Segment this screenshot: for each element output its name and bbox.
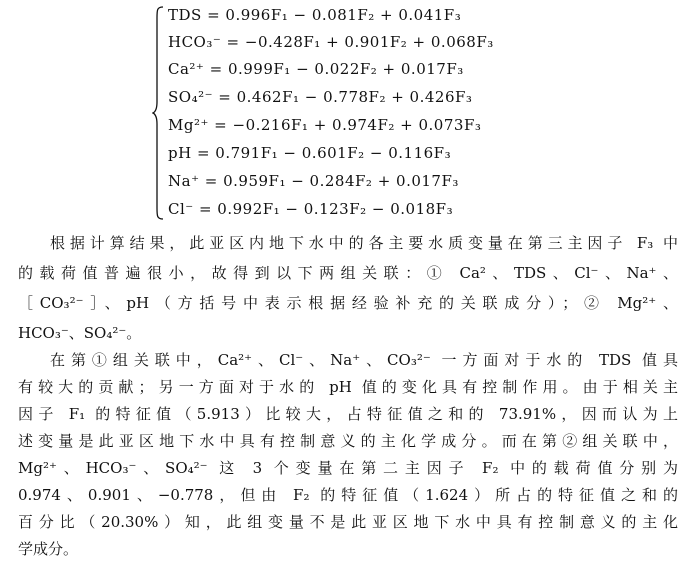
text-line: Mg²⁺、HCO₃⁻、SO₄²⁻ 这 3 个变量在第二主因子 F₂ 中的载荷值分别为 bbox=[18, 459, 678, 477]
equation-line: Ca²⁺ = 0.999F₁ − 0.022F₂ + 0.017F₃ bbox=[168, 60, 464, 78]
text-line: 根据计算结果，此亚区内地下水中的各主要水质变量在第三主因子 F₃ 中 bbox=[50, 234, 678, 252]
text-line: 0.974、0.901、−0.778，但由 F₂ 的特征值（1.624）所占的特征值之和的 bbox=[18, 486, 678, 504]
equation-system bbox=[150, 2, 670, 224]
equation-line: HCO₃⁻ = −0.428F₁ + 0.901F₂ + 0.068F₃ bbox=[168, 33, 494, 51]
equation-line: pH = 0.791F₁ − 0.601F₂ − 0.116F₃ bbox=[168, 144, 452, 162]
text-line: 的载荷值普遍很小，故得到以下两组关联：① Ca²、TDS、Cl⁻、Na⁺、 bbox=[18, 264, 678, 282]
equation-line: Na⁺ = 0.959F₁ − 0.284F₂ + 0.017F₃ bbox=[168, 172, 459, 190]
equation-line: Cl⁻ = 0.992F₁ − 0.123F₂ − 0.018F₃ bbox=[168, 200, 454, 218]
text-line: 有较大的贡献；另一方面对于水的 pH 值的变化具有控制作用。由于相关主 bbox=[18, 378, 678, 396]
text-line: 述变量是此亚区地下水中具有控制意义的主化学成分。而在第②组关联中， bbox=[18, 432, 678, 450]
text-line: 百分比（20.30%）知，此组变量不是此亚区地下水中具有控制意义的主化 bbox=[18, 513, 678, 531]
left-brace-icon bbox=[152, 6, 164, 220]
equation-line: SO₄²⁻ = 0.462F₁ − 0.778F₂ + 0.426F₃ bbox=[168, 88, 473, 106]
text-line: 学成分。 bbox=[18, 540, 79, 558]
equation-line: TDS = 0.996F₁ − 0.081F₂ + 0.041F₃ bbox=[168, 6, 462, 24]
equation-line: Mg²⁺ = −0.216F₁ + 0.974F₂ + 0.073F₃ bbox=[168, 116, 482, 134]
text-line: 在第①组关联中，Ca²⁺、Cl⁻、Na⁺、CO₃²⁻ 一方面对于水的 TDS 值具 bbox=[50, 351, 678, 369]
text-line: HCO₃⁻、SO₄²⁻。 bbox=[18, 324, 142, 342]
text-line: 因子 F₁ 的特征值（5.913）比较大，占特征值之和的 73.91%，因而认为上 bbox=[18, 405, 678, 423]
text-line: ［CO₃²⁻］、pH（方括号中表示根据经验补充的关联成分）；② Mg²⁺、 bbox=[18, 294, 678, 312]
